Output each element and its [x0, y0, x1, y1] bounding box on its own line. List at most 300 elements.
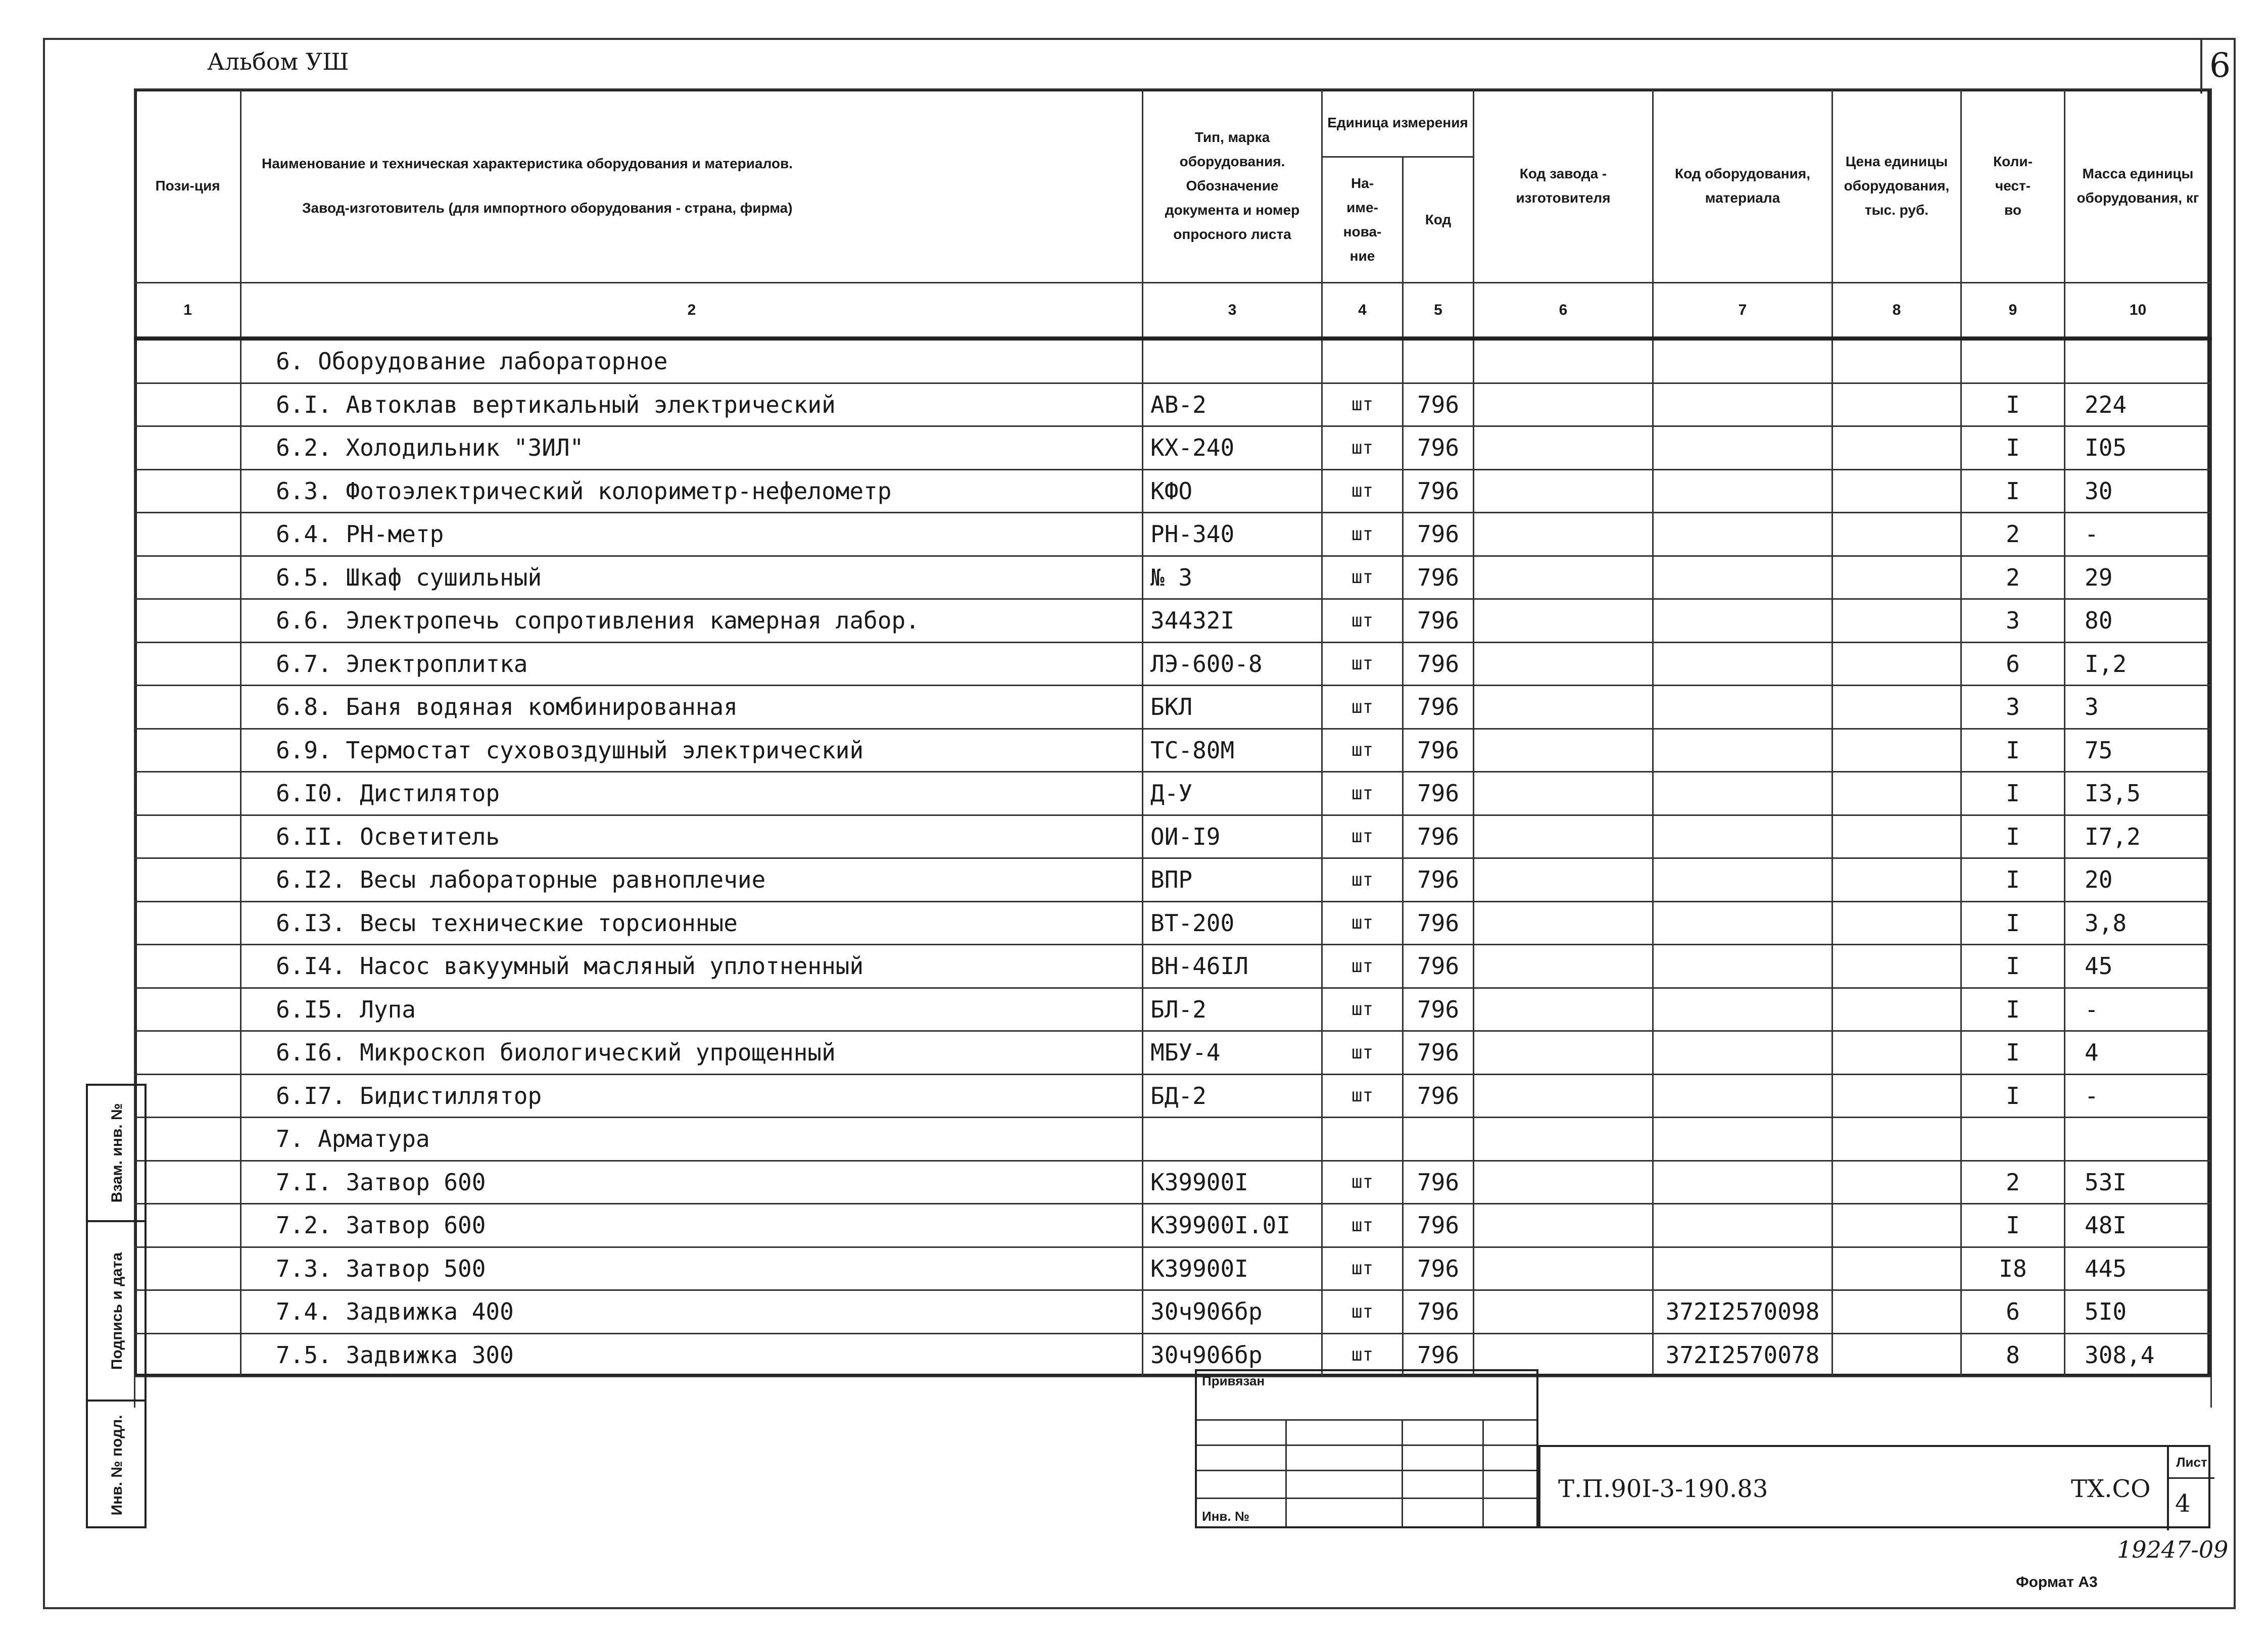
title-block [1538, 1445, 2210, 1528]
unit-name: шт [1322, 1204, 1403, 1247]
unit-price [1832, 686, 1961, 729]
unit-mass: 80 [2065, 599, 2211, 643]
header-type: Тип, марка оборудования. Обозначение документа и номер опросного листа [1143, 89, 1322, 283]
factory-code [1474, 1161, 1653, 1204]
unit-mass: 48I [2065, 1204, 2211, 1247]
item-type: ВТ-200 [1143, 901, 1322, 945]
unit-code: 796 [1403, 815, 1474, 858]
quantity [1961, 1118, 2065, 1161]
position-cell [135, 945, 241, 988]
equipment-code [1653, 339, 1832, 383]
quantity: I [1961, 469, 2065, 513]
quantity: I [1961, 815, 2065, 858]
equipment-code [1653, 729, 1832, 772]
unit-code: 796 [1403, 858, 1474, 902]
item-name: 6.8. Баня водяная комбинированная [241, 686, 1143, 729]
stamp-line [1197, 1498, 1536, 1499]
unit-code: 796 [1403, 945, 1474, 988]
item-type: ЛЭ-600-8 [1143, 642, 1322, 686]
equipment-code [1653, 642, 1832, 686]
position-cell [135, 1031, 241, 1075]
unit-code: 796 [1403, 1333, 1474, 1377]
unit-name: шт [1322, 729, 1403, 772]
factory-code [1474, 945, 1653, 988]
table-row [135, 858, 2211, 902]
col-number: 7 [1653, 283, 1832, 339]
empty-cell [135, 1377, 2211, 1408]
unit-mass: I,2 [2065, 642, 2211, 686]
stamp-line [1285, 1419, 1287, 1526]
unit-name [1322, 339, 1403, 383]
unit-name: шт [1322, 1333, 1403, 1377]
unit-name: шт [1322, 988, 1403, 1031]
position-cell [135, 339, 241, 383]
factory-code [1474, 729, 1653, 772]
unit-mass: 45 [2065, 945, 2211, 988]
factory-code [1474, 1290, 1653, 1334]
item-type: К39900I [1143, 1161, 1322, 1204]
unit-code: 796 [1403, 1290, 1474, 1334]
sheet-value: 4 [2167, 1477, 2212, 1530]
equipment-code [1653, 1161, 1832, 1204]
equipment-code: 372I2570098 [1653, 1290, 1832, 1334]
position-cell [135, 729, 241, 772]
position-cell [135, 1247, 241, 1290]
item-name: 6.I6. Микроскоп биологический упрощенный [241, 1031, 1143, 1075]
unit-code: 796 [1403, 513, 1474, 556]
item-name: 6.I0. Дистилятор [241, 772, 1143, 815]
table-row [135, 642, 2211, 686]
unit-name: шт [1322, 686, 1403, 729]
factory-code [1474, 426, 1653, 470]
quantity: 6 [1961, 1290, 2065, 1334]
unit-mass: - [2065, 513, 2211, 556]
factory-code [1474, 469, 1653, 513]
factory-code [1474, 513, 1653, 556]
item-type: № 3 [1143, 556, 1322, 599]
factory-code [1474, 1204, 1653, 1247]
unit-code: 796 [1403, 729, 1474, 772]
header-unit-group: Единица измерения [1322, 89, 1474, 157]
table-row [135, 1074, 2211, 1118]
quantity: I [1961, 729, 2065, 772]
unit-mass: 224 [2065, 383, 2211, 426]
unit-price [1832, 815, 1961, 858]
unit-code: 796 [1403, 383, 1474, 426]
unit-mass [2065, 339, 2211, 383]
unit-name: шт [1322, 1031, 1403, 1075]
unit-code: 796 [1403, 686, 1474, 729]
unit-mass: I7,2 [2065, 815, 2211, 858]
stamp-line [1197, 1444, 1536, 1446]
unit-price [1832, 1031, 1961, 1075]
table-row [135, 815, 2211, 858]
unit-price [1832, 426, 1961, 470]
factory-code [1474, 772, 1653, 815]
unit-code: 796 [1403, 988, 1474, 1031]
unit-name: шт [1322, 858, 1403, 902]
item-type: К39900I [1143, 1247, 1322, 1290]
header-mass: Масса единицы оборудования, кг [2065, 89, 2211, 283]
table-row [135, 1204, 2211, 1247]
factory-code [1474, 1118, 1653, 1161]
stamp-line [1197, 1470, 1536, 1471]
table-row [135, 1333, 2211, 1377]
unit-mass: 4 [2065, 1031, 2211, 1075]
unit-code: 796 [1403, 772, 1474, 815]
position-cell [135, 815, 241, 858]
position-cell [135, 642, 241, 686]
signature-date-label: Подпись и дата [109, 1252, 125, 1370]
unit-name: шт [1322, 1247, 1403, 1290]
unit-mass: 53I [2065, 1161, 2211, 1204]
position-cell [135, 988, 241, 1031]
table-row [135, 426, 2211, 470]
equipment-code [1653, 815, 1832, 858]
factory-code [1474, 1074, 1653, 1118]
position-cell [135, 1290, 241, 1334]
unit-price [1832, 729, 1961, 772]
position-cell [135, 1118, 241, 1161]
header-name-line2: Завод-изготовитель (для импортного оборудования - страна, фирма) [302, 200, 793, 216]
table-row-empty [135, 1377, 2211, 1408]
unit-price [1832, 988, 1961, 1031]
equipment-code [1653, 901, 1832, 945]
quantity: 8 [1961, 1333, 2065, 1377]
position-cell [135, 383, 241, 426]
unit-code: 796 [1403, 599, 1474, 643]
equipment-code [1653, 988, 1832, 1031]
unit-price [1832, 383, 1961, 426]
unit-mass: I05 [2065, 426, 2211, 470]
table-row [135, 339, 2211, 383]
factory-code [1474, 556, 1653, 599]
unit-code: 796 [1403, 642, 1474, 686]
position-cell [135, 901, 241, 945]
equipment-code [1653, 945, 1832, 988]
col-number: 1 [135, 283, 241, 339]
item-name: 6. Оборудование лабораторное [241, 339, 1143, 383]
unit-price [1832, 901, 1961, 945]
equipment-code [1653, 858, 1832, 902]
factory-code [1474, 901, 1653, 945]
unit-code: 796 [1403, 469, 1474, 513]
unit-price [1832, 1074, 1961, 1118]
equipment-code [1653, 426, 1832, 470]
table-row [135, 599, 2211, 643]
quantity: I [1961, 383, 2065, 426]
equipment-code [1653, 1031, 1832, 1075]
signature-date-cell [88, 1222, 147, 1402]
stamp-line [1402, 1419, 1403, 1526]
item-name: 7.2. Затвор 600 [241, 1204, 1143, 1247]
table-row [135, 1118, 2211, 1161]
equipment-code [1653, 686, 1832, 729]
table-row [135, 686, 2211, 729]
bound-stamp [1195, 1369, 1538, 1528]
table-row [135, 988, 2211, 1031]
factory-code [1474, 988, 1653, 1031]
factory-code [1474, 858, 1653, 902]
unit-code: 796 [1403, 1247, 1474, 1290]
item-name: 7.3. Затвор 500 [241, 1247, 1143, 1290]
position-cell [135, 1333, 241, 1377]
quantity: 3 [1961, 599, 2065, 643]
position-cell [135, 1204, 241, 1247]
unit-mass: 3,8 [2065, 901, 2211, 945]
item-name: 6.I. Автоклав вертикальный электрический [241, 383, 1143, 426]
factory-code [1474, 339, 1653, 383]
header-price: Цена единицы оборудования, тыс. руб. [1832, 89, 1961, 283]
quantity: I [1961, 901, 2065, 945]
table-row [135, 469, 2211, 513]
equipment-code [1653, 556, 1832, 599]
quantity: 3 [1961, 686, 2065, 729]
header-qty: Коли-чест-во [1961, 89, 2065, 283]
unit-price [1832, 599, 1961, 643]
item-type: 30ч906бр [1143, 1290, 1322, 1334]
handwritten-number: 19247-09 [2117, 1536, 2229, 1563]
item-name: 6.9. Термостат суховоздушный электрический [241, 729, 1143, 772]
unit-code: 796 [1403, 1031, 1474, 1075]
header-unit-name: На-име-нова-ние [1322, 157, 1403, 282]
header-position: Пози-ция [135, 89, 241, 283]
unit-name: шт [1322, 513, 1403, 556]
quantity: 2 [1961, 1161, 2065, 1204]
quantity: 2 [1961, 513, 2065, 556]
position-cell [135, 469, 241, 513]
item-name: 7.5. Задвижка 300 [241, 1333, 1143, 1377]
quantity: I [1961, 426, 2065, 470]
unit-mass: I3,5 [2065, 772, 2211, 815]
item-type [1143, 339, 1322, 383]
header-name [241, 89, 1143, 283]
quantity: I [1961, 858, 2065, 902]
position-cell [135, 1161, 241, 1204]
col-number: 8 [1832, 283, 1961, 339]
item-name: 6.II. Осветитель [241, 815, 1143, 858]
item-type [1143, 1118, 1322, 1161]
header-name-line1: Наименование и техническая характеристика оборудования и материалов. [262, 156, 793, 171]
header-factory-code: Код завода - изготовителя [1474, 89, 1653, 283]
item-type: ВПР [1143, 858, 1322, 902]
quantity: I [1961, 772, 2065, 815]
unit-price [1832, 945, 1961, 988]
equipment-code [1653, 1247, 1832, 1290]
table-row [135, 1247, 2211, 1290]
table-row [135, 383, 2211, 426]
item-name: 6.5. Шкаф сушильный [241, 556, 1143, 599]
unit-price [1832, 1247, 1961, 1290]
replaced-inv-cell [88, 1086, 147, 1222]
table-row [135, 513, 2211, 556]
item-type: К39900I.0I [1143, 1204, 1322, 1247]
item-name: 7.I. Затвор 600 [241, 1161, 1143, 1204]
equipment-code [1653, 513, 1832, 556]
item-type: БЛ-2 [1143, 988, 1322, 1031]
equipment-code [1653, 383, 1832, 426]
factory-code [1474, 599, 1653, 643]
sheet-label: Лист [2167, 1447, 2214, 1479]
equipment-code [1653, 1204, 1832, 1247]
unit-price [1832, 772, 1961, 815]
col-number: 10 [2065, 283, 2211, 339]
quantity: I [1961, 1031, 2065, 1075]
unit-price [1832, 1204, 1961, 1247]
inv-original-label: Инв. № подл. [109, 1414, 125, 1516]
unit-code: 796 [1403, 1161, 1474, 1204]
position-cell [135, 858, 241, 902]
stamp-line [1482, 1419, 1484, 1526]
unit-name [1322, 1118, 1403, 1161]
inv-original-cell [88, 1402, 147, 1528]
item-name: 6.I7. Бидистиллятор [241, 1074, 1143, 1118]
unit-price [1832, 1161, 1961, 1204]
quantity: I [1961, 988, 2065, 1031]
unit-price [1832, 642, 1961, 686]
unit-price [1832, 1333, 1961, 1377]
sheet-number: 6 [2200, 38, 2238, 93]
item-type: БД-2 [1143, 1074, 1322, 1118]
equipment-code [1653, 1118, 1832, 1161]
unit-name: шт [1322, 772, 1403, 815]
item-name: 6.I5. Лупа [241, 988, 1143, 1031]
item-name: 6.I3. Весы технические торсионные [241, 901, 1143, 945]
position-cell [135, 513, 241, 556]
equipment-code [1653, 772, 1832, 815]
item-name: 7.4. Задвижка 400 [241, 1290, 1143, 1334]
table-row [135, 1290, 2211, 1334]
table-row [135, 945, 2211, 988]
unit-name: шт [1322, 556, 1403, 599]
unit-price [1832, 469, 1961, 513]
unit-name: шт [1322, 599, 1403, 643]
header-unit-code: Код [1403, 157, 1474, 282]
unit-code [1403, 339, 1474, 383]
unit-code: 796 [1403, 556, 1474, 599]
factory-code [1474, 686, 1653, 729]
unit-mass [2065, 1118, 2211, 1161]
bound-title: Привязан [1202, 1373, 1265, 1388]
unit-mass: 30 [2065, 469, 2211, 513]
equipment-code: 372I2570078 [1653, 1333, 1832, 1377]
unit-name: шт [1322, 815, 1403, 858]
col-number: 4 [1322, 283, 1403, 339]
quantity [1961, 339, 2065, 383]
col-number: 3 [1143, 283, 1322, 339]
table-row [135, 556, 2211, 599]
factory-code [1474, 642, 1653, 686]
unit-name: шт [1322, 642, 1403, 686]
unit-code [1403, 1118, 1474, 1161]
unit-mass: 308,4 [2065, 1333, 2211, 1377]
unit-name: шт [1322, 901, 1403, 945]
quantity: 2 [1961, 556, 2065, 599]
equipment-table [134, 88, 2212, 1408]
item-name: 6.4. РН-метр [241, 513, 1143, 556]
item-type: РН-340 [1143, 513, 1322, 556]
item-type: ВН-46IЛ [1143, 945, 1322, 988]
position-cell [135, 686, 241, 729]
equipment-code [1653, 1074, 1832, 1118]
position-cell [135, 1074, 241, 1118]
unit-mass: - [2065, 988, 2211, 1031]
unit-price [1832, 513, 1961, 556]
unit-mass: 3 [2065, 686, 2211, 729]
item-type: 30ч906бр [1143, 1333, 1322, 1377]
table-row [135, 1031, 2211, 1075]
position-cell [135, 772, 241, 815]
unit-price [1832, 1118, 1961, 1161]
item-type: МБУ-4 [1143, 1031, 1322, 1075]
unit-price [1832, 556, 1961, 599]
unit-price [1832, 1290, 1961, 1334]
item-name: 6.3. Фотоэлектрический колориметр-нефелометр [241, 469, 1143, 513]
unit-code: 796 [1403, 1074, 1474, 1118]
factory-code [1474, 1031, 1653, 1075]
unit-name: шт [1322, 383, 1403, 426]
factory-code [1474, 815, 1653, 858]
item-name: 6.I4. Насос вакуумный масляный уплотненный [241, 945, 1143, 988]
unit-mass: 5I0 [2065, 1290, 2211, 1334]
equipment-code [1653, 599, 1832, 643]
item-type: 34432I [1143, 599, 1322, 643]
unit-code: 796 [1403, 1204, 1474, 1247]
unit-name: шт [1322, 945, 1403, 988]
equipment-code [1653, 469, 1832, 513]
item-name: 6.2. Холодильник "ЗИЛ" [241, 426, 1143, 470]
item-type: КФО [1143, 469, 1322, 513]
col-number: 5 [1403, 283, 1474, 339]
unit-mass: - [2065, 1074, 2211, 1118]
header-equip-code: Код оборудования, материала [1653, 89, 1832, 283]
item-name: 6.7. Электроплитка [241, 642, 1143, 686]
section-code: ТХ.СО [2071, 1475, 2151, 1503]
item-type: БКЛ [1143, 686, 1322, 729]
item-type: ОИ-I9 [1143, 815, 1322, 858]
format-label: Формат А3 [2016, 1574, 2098, 1590]
col-number: 2 [241, 283, 1143, 339]
item-type: Д-У [1143, 772, 1322, 815]
item-type: КХ-240 [1143, 426, 1322, 470]
unit-code: 796 [1403, 901, 1474, 945]
factory-code [1474, 383, 1653, 426]
col-number: 6 [1474, 283, 1653, 339]
table-row [135, 901, 2211, 945]
item-name: 7. Арматура [241, 1118, 1143, 1161]
bound-inv: Инв. № [1202, 1509, 1249, 1524]
unit-price [1832, 339, 1961, 383]
quantity: I [1961, 1204, 2065, 1247]
unit-name: шт [1322, 1074, 1403, 1118]
unit-mass: 29 [2065, 556, 2211, 599]
quantity: I8 [1961, 1247, 2065, 1290]
unit-name: шт [1322, 469, 1403, 513]
item-type: АВ-2 [1143, 383, 1322, 426]
item-name: 6.6. Электропечь сопротивления камерная лабор. [241, 599, 1143, 643]
unit-price [1832, 858, 1961, 902]
factory-code [1474, 1247, 1653, 1290]
position-cell [135, 426, 241, 470]
stamp-line [1197, 1419, 1536, 1421]
table-row [135, 729, 2211, 772]
table-row [135, 772, 2211, 815]
item-type: ТС-80М [1143, 729, 1322, 772]
unit-code: 796 [1403, 426, 1474, 470]
quantity: I [1961, 1074, 2065, 1118]
unit-mass: 20 [2065, 858, 2211, 902]
replaced-inv-label: Взам. инв. № [109, 1103, 125, 1203]
